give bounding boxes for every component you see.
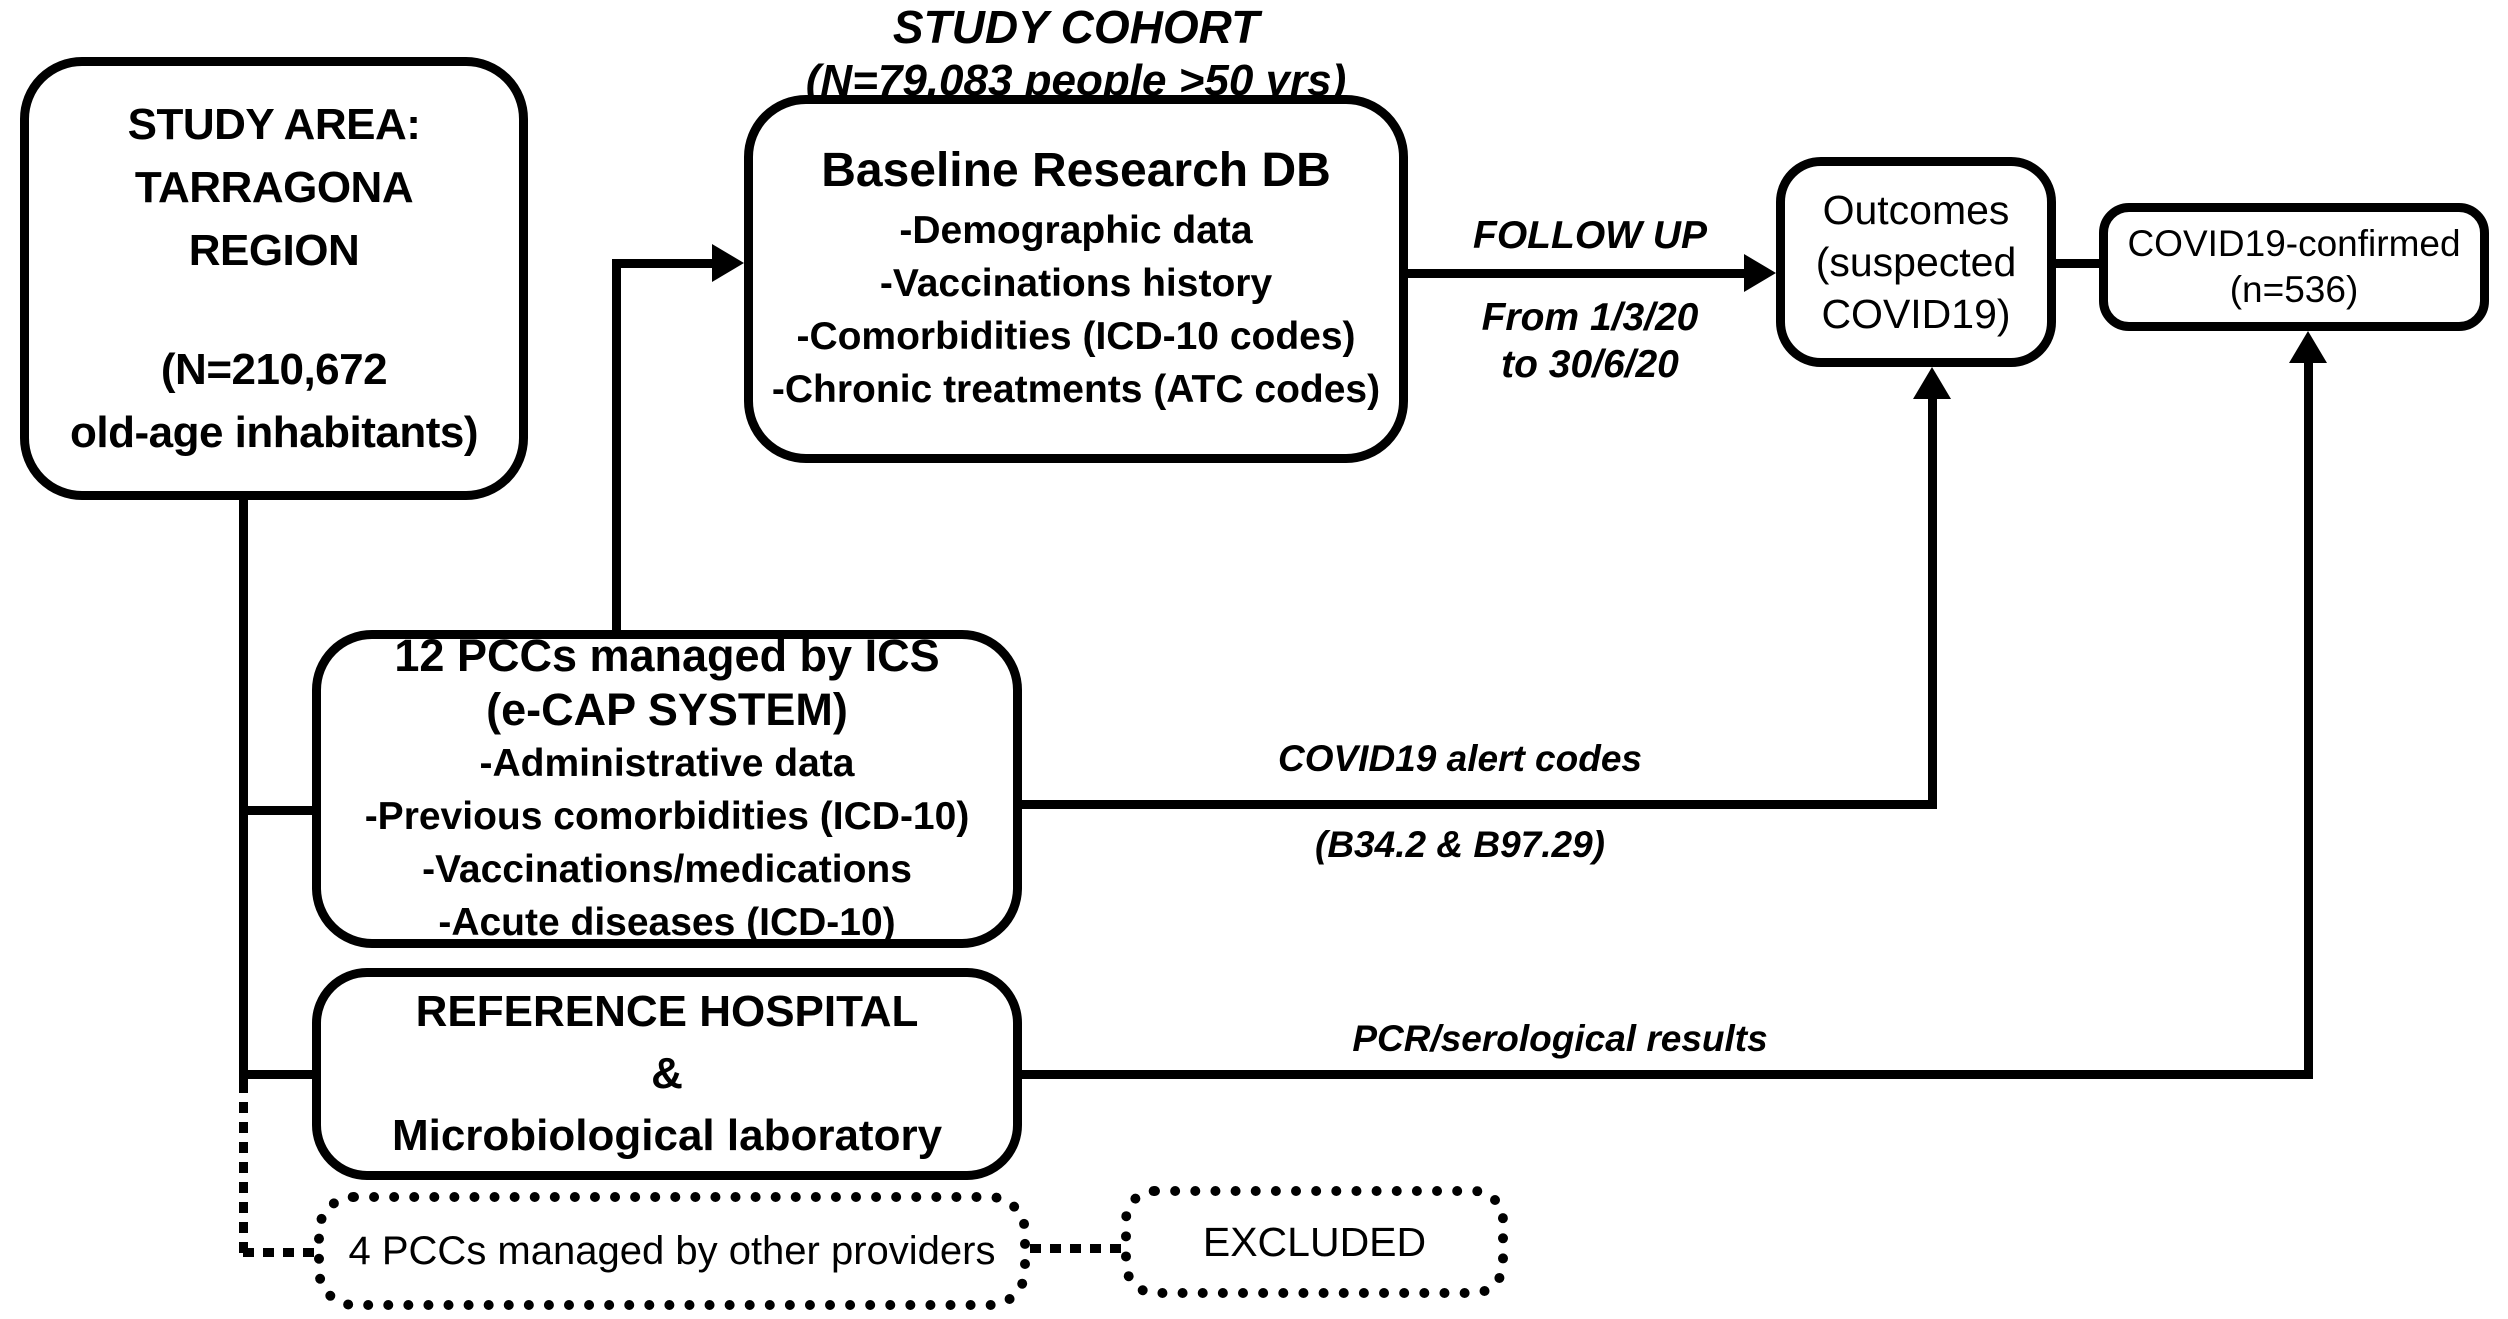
connector-studyarea-down [239,498,248,1082]
connector-pcc-up [612,259,621,636]
baseline-db-item: -Vaccinations history [879,262,1273,305]
label-covid19-alert-codes: COVID19 alert codes [1278,738,1642,779]
box-study-area [20,57,528,500]
arrowhead-into-baseline-icon [712,244,744,282]
connector-pcr-line [1014,1070,2312,1079]
connector-alertcodes-up [1928,399,1937,809]
outcomes-line: COVID19) [1821,291,2011,337]
pcc-ics-item: -Previous comorbidities (ICD-10) [364,795,970,838]
connector-alertcodes-line [1014,800,1936,809]
pcc-ics-title: (e-CAP SYSTEM) [486,684,848,735]
study-area-line: (N=210,672 [160,345,388,394]
connector-dotted-elbow [243,1248,320,1257]
study-cohort-title: STUDY COHORT [892,1,1260,53]
box-reference-hospital [312,968,1022,1180]
connector-followup-line [1408,269,1744,278]
arrowhead-into-outcomes-bottom-icon [1913,367,1951,399]
baseline-db-item: -Chronic treatments (ATC codes) [771,368,1381,411]
pcc-ics-title: 12 PCCs managed by ICS [394,630,940,681]
connector-branch-hospital [243,1070,320,1079]
outcomes-line: Outcomes [1822,187,2010,233]
pcc-ics-item: -Vaccinations/medications [422,848,912,891]
box-excluded [1121,1186,1508,1298]
follow-up-to: to 30/6/20 [1501,343,1679,386]
arrowhead-into-covid-bottom-icon [2289,331,2327,363]
reference-hospital-line: REFERENCE HOSPITAL [415,987,919,1036]
covid-confirmed-line: COVID19-confirmed [2127,223,2461,264]
label-alert-codes-detail: (B34.2 & B97.29) [1315,824,1605,865]
excluded-line: EXCLUDED [1202,1218,1427,1265]
baseline-db-title: Baseline Research DB [821,144,1331,197]
label-pcr-serological-results: PCR/serological results [1352,1018,1768,1059]
pcc-ics-item: -Acute diseases (ICD-10) [438,901,896,944]
covid-confirmed-line: (n=536) [2229,269,2359,310]
connector-branch-pcc [243,806,318,815]
box-12-pccs-ics [312,630,1022,948]
reference-hospital-line: & [651,1049,683,1098]
study-area-line: TARRAGONA [134,163,414,212]
box-baseline-research-db [744,95,1408,463]
baseline-db-item: -Comorbidities (ICD-10 codes) [796,315,1356,358]
label-follow-up-dates [1420,294,1760,388]
pcc-other-line: 4 PCCs managed by other providers [348,1228,996,1273]
box-4-pccs-other-providers [314,1192,1030,1310]
connector-dotted-down [239,1082,248,1254]
arrowhead-into-outcomes-left-icon [1744,254,1776,292]
study-area-line: REGION [188,226,360,275]
box-outcomes [1776,157,2056,367]
connector-excluded-dotted [1030,1244,1122,1253]
connector-pcc-elbow [612,259,716,268]
follow-up-from: From 1/3/20 [1481,296,1699,339]
connector-outcomes-covid [2056,259,2099,268]
label-study-cohort [696,0,1456,108]
outcomes-line: (suspected [1815,239,2017,285]
study-cohort-subtitle: (N=79,083 people >50 yrs) [805,56,1347,105]
baseline-db-item: -Demographic data [899,209,1253,252]
box-covid19-confirmed [2099,203,2489,331]
reference-hospital-line: Microbiological laboratory [391,1111,943,1160]
study-area-line: STUDY AREA: [127,100,421,149]
connector-pcr-up [2304,363,2313,1079]
pcc-ics-item: -Administrative data [479,742,855,785]
study-area-line: old-age inhabitants) [70,408,478,457]
label-follow-up: FOLLOW UP [1473,214,1707,257]
